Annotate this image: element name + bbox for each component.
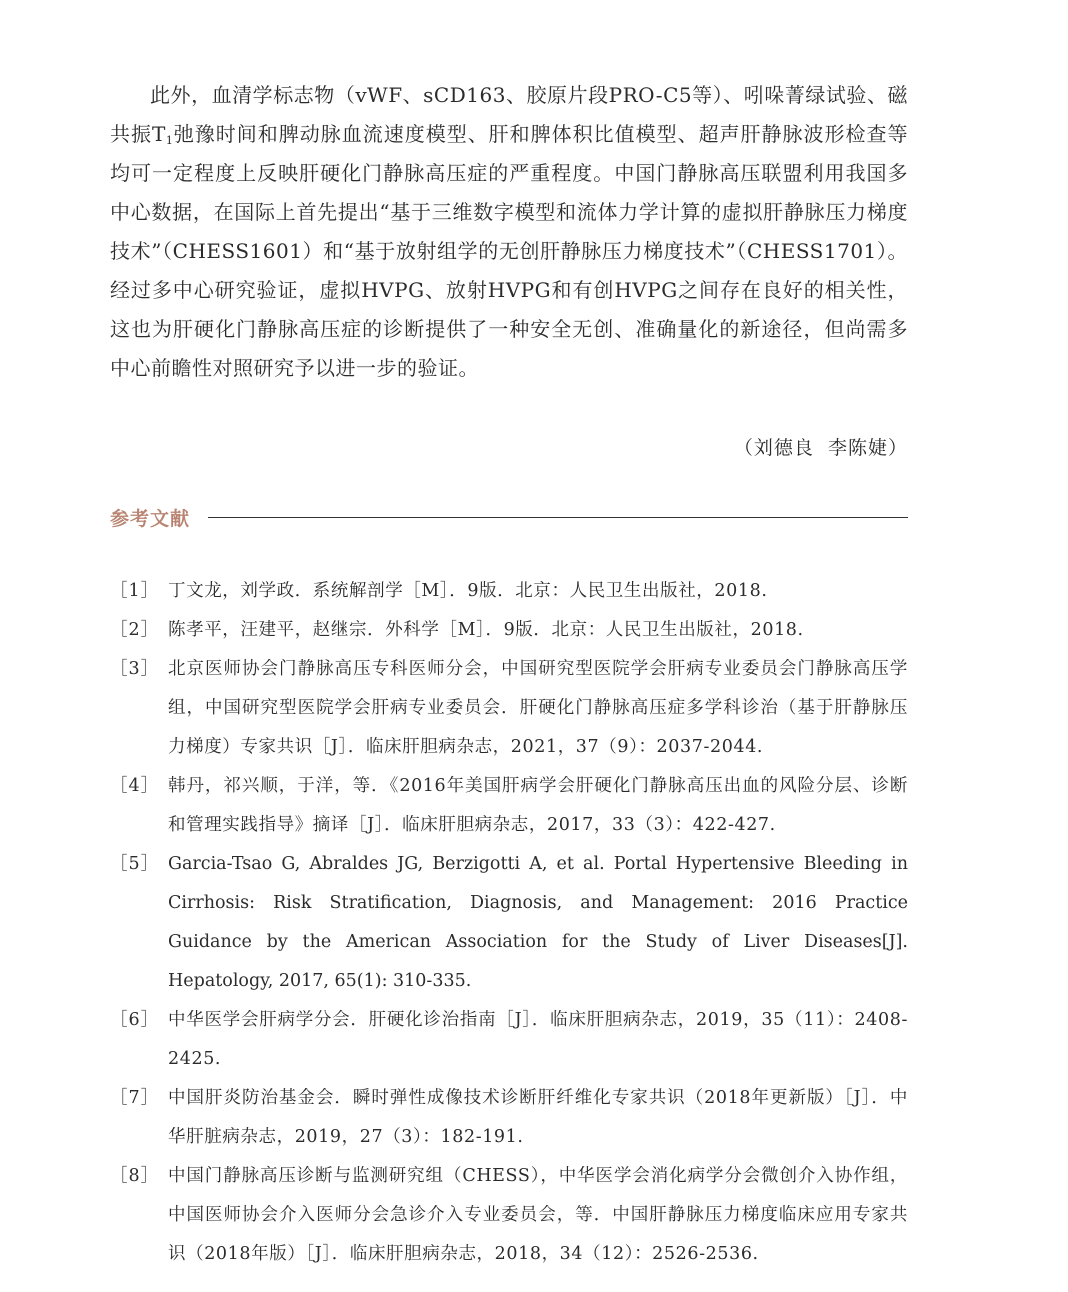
reference-number: ［5］ bbox=[110, 854, 160, 874]
reference-list bbox=[110, 572, 908, 1274]
reference-text: 北京医师协会门静脉高压专科医师分会，中国研究型医院学会肝病专业委员会门静脉高压学组，中国研究型医院学会肝病专业委员会．肝硬化门静脉高压症多学科诊治（基于肝静脉压力梯度）专家共识［J］．临床肝胆病杂志，2021，37（9）：2037-2044. bbox=[168, 659, 908, 757]
reference-item bbox=[110, 1001, 908, 1079]
reference-item bbox=[110, 1079, 908, 1157]
reference-number: ［8］ bbox=[110, 1166, 160, 1186]
author-credit: （刘德良 李陈婕） bbox=[733, 437, 908, 459]
reference-text: 中国门静脉高压诊断与监测研究组（CHESS），中华医学会消化病学分会微创介入协作组，中国医师协会介入医师分会急诊介入专业委员会，等．中国肝静脉压力梯度临床应用专家共识（2018年版）［J］．临床肝胆病杂志，2018，34（12）：2526-2536. bbox=[168, 1166, 908, 1264]
reference-number: ［3］ bbox=[110, 659, 160, 679]
body-paragraph bbox=[110, 76, 908, 388]
reference-text: 陈孝平，汪建平，赵继宗．外科学［M］．9版．北京：人民卫生出版社，2018. bbox=[168, 620, 804, 640]
reference-item bbox=[110, 611, 908, 650]
reference-number: ［2］ bbox=[110, 620, 160, 640]
page-content bbox=[110, 76, 908, 1274]
reference-text: 丁文龙，刘学政．系统解剖学［M］．9版．北京：人民卫生出版社，2018. bbox=[168, 581, 768, 601]
paragraph-text-part1: 此外，血清学标志物（vWF、sCD163、胶原片段PRO-C5等）、吲哚菁绿试验、磁共振T bbox=[110, 83, 908, 146]
reference-number: ［4］ bbox=[110, 776, 160, 796]
reference-item bbox=[110, 845, 908, 1001]
reference-item bbox=[110, 650, 908, 767]
reference-number: ［7］ bbox=[110, 1088, 160, 1108]
reference-item bbox=[110, 572, 908, 611]
reference-item bbox=[110, 1157, 908, 1274]
reference-number: ［6］ bbox=[110, 1010, 160, 1030]
subscript-1: 1 bbox=[165, 134, 174, 147]
reference-text: 中国肝炎防治基金会．瞬时弹性成像技术诊断肝纤维化专家共识（2018年更新版）［J］．中华肝脏病杂志，2019，27（3）：182-191. bbox=[168, 1088, 908, 1147]
paragraph-text-part2: 弛豫时间和脾动脉血流速度模型、肝和脾体积比值模型、超声肝静脉波形检查等均可一定程度上反映肝硬化门静脉高压症的严重程度。中国门静脉高压联盟利用我国多中心数据，在国际上首先提出“基于三维数字模型和流体力学计算的虚拟肝静脉压力梯度技术”（CHESS1601）和“基于放射组学的无创肝静脉压力梯度技术”（CHESS1701）。经过多中心研究验证，虚拟HVPG、放射HVPG和有创HVPG之间存在良好的相关性，这也为肝硬化门静脉高压症的诊断提供了一种安全无创、准确量化的新途径，但尚需多中心前瞻性对照研究予以进一步的验证。 bbox=[110, 122, 909, 380]
reference-item bbox=[110, 767, 908, 845]
reference-text: 韩丹，祁兴顺，于洋，等．《2016年美国肝病学会肝硬化门静脉高压出血的风险分层、诊断和管理实践指导》摘译［J］．临床肝胆病杂志，2017，33（3）：422-427. bbox=[168, 776, 908, 835]
references-title: 参考文献 bbox=[110, 507, 191, 530]
references-heading bbox=[110, 502, 908, 532]
reference-text: 中华医学会肝病学分会．肝硬化诊治指南［J］．临床肝胆病杂志，2019，35（11）：2408-2425. bbox=[168, 1010, 908, 1069]
reference-number: ［1］ bbox=[110, 581, 160, 601]
reference-text: Garcia-Tsao G, Abraldes JG, Berzigotti A, et al. Portal Hypertensive Bleeding in Cirrhosis: Risk Stratification, Diagnosis, and Management: 2016 Practice Guidance by the American Association for the Study of Liver Diseases[J]. Hepatology, 2017, 65(1): 310-335. bbox=[168, 854, 908, 991]
heading-divider bbox=[208, 517, 908, 518]
